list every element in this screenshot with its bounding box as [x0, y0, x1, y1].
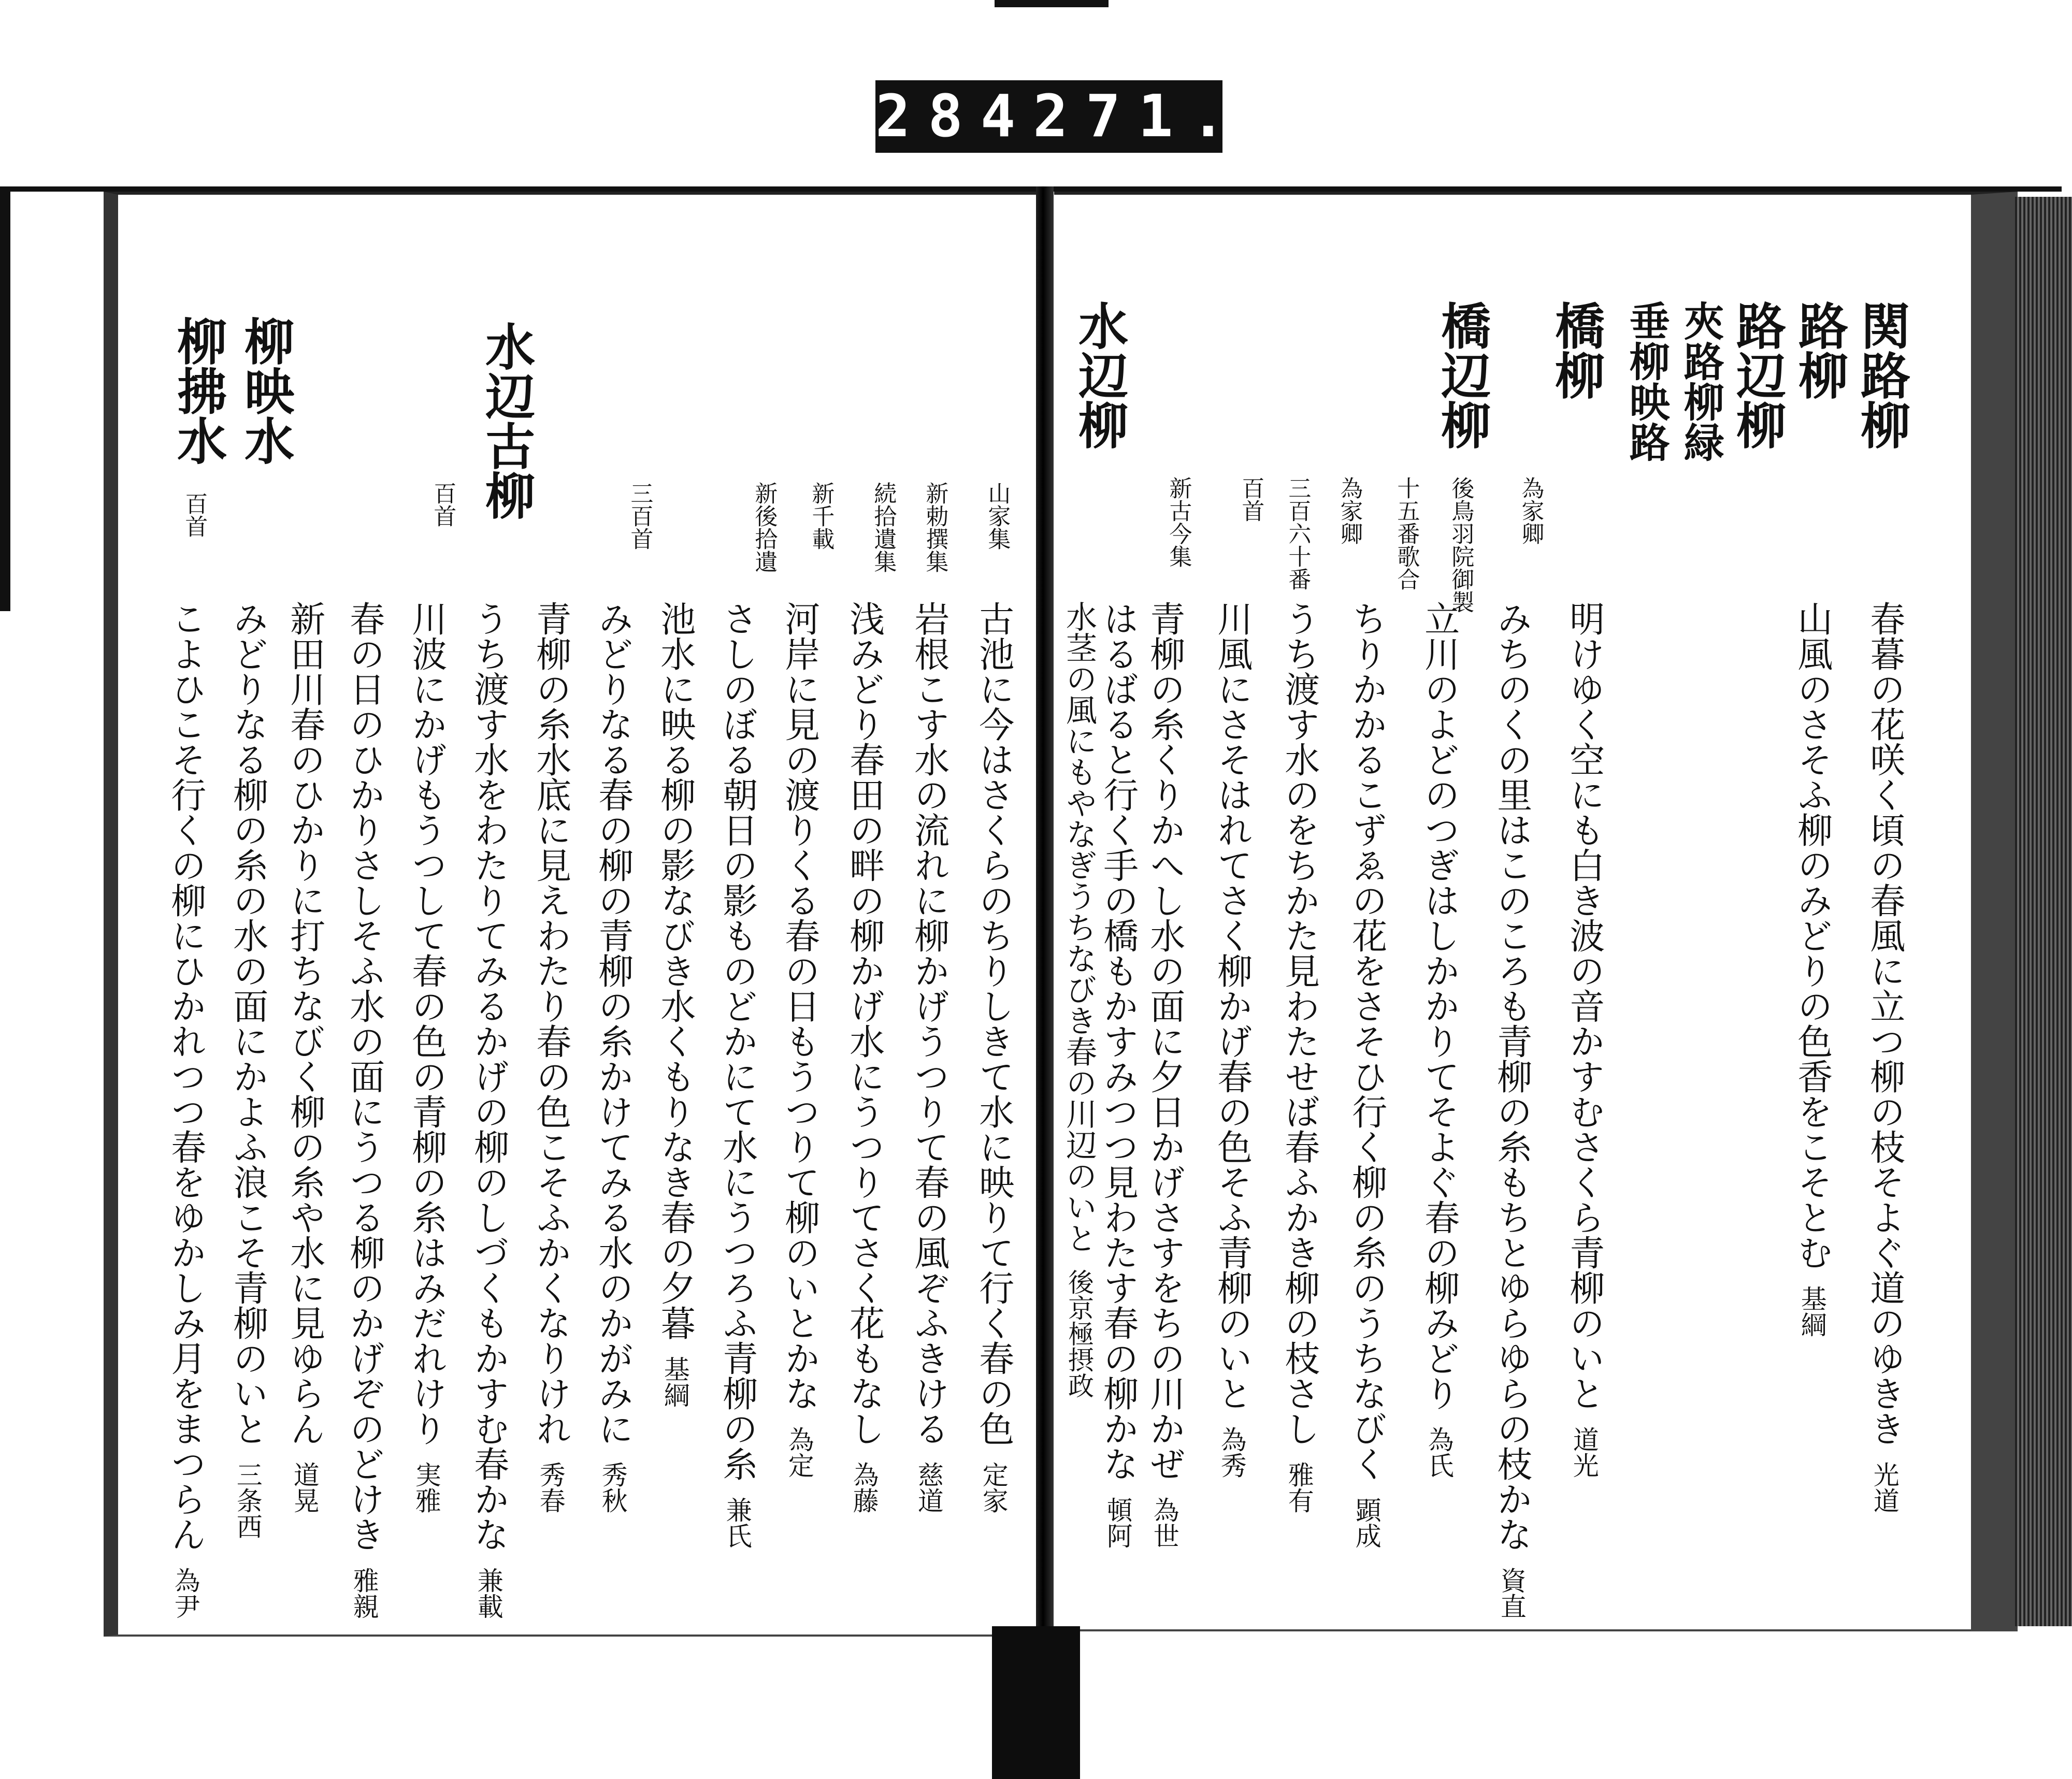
poem-line: はるばると行く手の橋もかすみつつ見わたす春の柳かな頓阿 [1097, 601, 1139, 1549]
poem-line: 山風のさそふ柳のみどりの色香をこそとむ基綱 [1791, 601, 1833, 1337]
poem-line: こよひこそ行くの柳にひかれつつ春をゆかしみ月をまつらん為尹 [165, 601, 206, 1619]
spine-bottom [992, 1626, 1080, 1779]
section-title: 柳映水 [236, 316, 295, 465]
poem-line: 川風にさそはれてさく柳かげ春の色そふ青柳のいと為秀 [1211, 601, 1253, 1478]
section-title: 橋柳 [1547, 300, 1606, 400]
poem-line: 浅みどり春田の畔の柳かげ水にうつりてさく花もなし為藤 [843, 601, 885, 1513]
source-note: 新勅撰集 [922, 482, 948, 573]
left-edge [0, 186, 10, 611]
source-note: 為家卿 [1517, 476, 1544, 545]
poem-line: 岩根こす水の流れに柳かげうつりて春の風ぞふきける慈道 [908, 601, 949, 1513]
source-note: 百首 [181, 492, 208, 538]
page-number-label [875, 80, 1244, 153]
section-title: 垂柳映路 [1622, 300, 1670, 462]
source-note: 為家卿 [1336, 476, 1363, 545]
section-title: 路柳 [1790, 300, 1849, 400]
book-spine [1036, 186, 1054, 1779]
poem-line: 河岸に見の渡りくる春の日もうつりて柳のいとかな為定 [779, 601, 820, 1478]
source-note: 十五番歌合 [1393, 476, 1420, 590]
source-note: 続拾遺集 [870, 482, 897, 573]
poem-line: みちのくの里はこのころも青柳の糸もちとゆらゆらの枝かな資直 [1491, 601, 1532, 1619]
poem-line: 立川のよどのつぎはしかかりてそよぐ春の柳みどり為氏 [1418, 601, 1460, 1478]
section-title: 路辺柳 [1728, 300, 1787, 450]
section-title: 柳拂水 [169, 316, 228, 465]
poem-line: 新田川春のひかりに打ちなびく柳の糸や水に見ゆらん道晃 [284, 601, 325, 1513]
section-title: 水辺古柳 [477, 321, 536, 520]
label-left: 284 [875, 83, 1033, 150]
poem-line: 春暮の花咲く頃の春風に立つ柳の枝そよぐ道のゆきき光道 [1864, 601, 1905, 1513]
source-note: 新古今集 [1165, 476, 1192, 568]
poem-line: うち渡す水のをちかた見わたせば春ふかき柳の枝さし雅有 [1278, 601, 1320, 1513]
poem-line: 青柳の糸くりかへし水の面に夕日かげさすをちの川かぜ為世 [1144, 601, 1185, 1549]
poem-line: 春の日のひかりさしそふ水の面にうつる柳のかげぞのどけき雅親 [343, 601, 385, 1619]
source-note: 山家集 [984, 482, 1011, 550]
poem-line: みどりなる春の柳の青柳の糸かけてみる水のかがみに秀秋 [592, 601, 634, 1513]
label-right: 271. [1033, 83, 1244, 150]
right-page-edges [2015, 197, 2072, 1626]
poem-line: ちりかかるこずゑの花をさそひ行く柳の糸のうちなびく顕成 [1346, 601, 1387, 1549]
source-note: 三百六十番 [1284, 476, 1311, 590]
poem-line: 川波にかげもうつして春の色の青柳の糸はみだれけり実雅 [406, 601, 447, 1513]
poem-line: うち渡す水をわたりてみるかげの柳のしづくもかすむ春かな兼載 [468, 601, 509, 1619]
section-title: 夾路柳緑 [1677, 300, 1724, 462]
poem-line: 明けゆく空にも白き波の音かすむさくら青柳のいと道光 [1563, 601, 1605, 1478]
source-note: 三百首 [626, 482, 653, 550]
section-title: 橋辺柳 [1433, 300, 1492, 450]
poem-line: 水茎の風にもやなぎうちなびき春の川辺のいと後京極摂政 [1061, 601, 1097, 1398]
source-note: 百首 [429, 482, 456, 527]
source-note: 新千載 [808, 482, 834, 550]
section-title: 関路柳 [1852, 300, 1911, 450]
poem-line: 青柳の糸水底に見えわたり春の色こそふかくなりけれ秀春 [530, 601, 571, 1513]
source-note: 後鳥羽院御製 [1447, 476, 1474, 613]
poem-line: 古池に今はさくらのちりしきて水に映りて行く春の色定家 [973, 601, 1014, 1513]
poem-line: 池水に映る柳の影なびき水くもりなき春の夕暮基綱 [654, 601, 696, 1408]
poem-line: みどりなる柳の糸の水の面にかよふ浪こそ青柳のいと三条西 [227, 601, 268, 1539]
section-title: 水辺柳 [1070, 300, 1129, 450]
poem-line: さしのぼる朝日の影ものどかにて水にうつろふ青柳の糸兼氏 [716, 601, 758, 1549]
source-note: 百首 [1238, 476, 1264, 522]
top-tab [995, 0, 1109, 7]
source-note: 新後拾遺 [751, 482, 778, 573]
